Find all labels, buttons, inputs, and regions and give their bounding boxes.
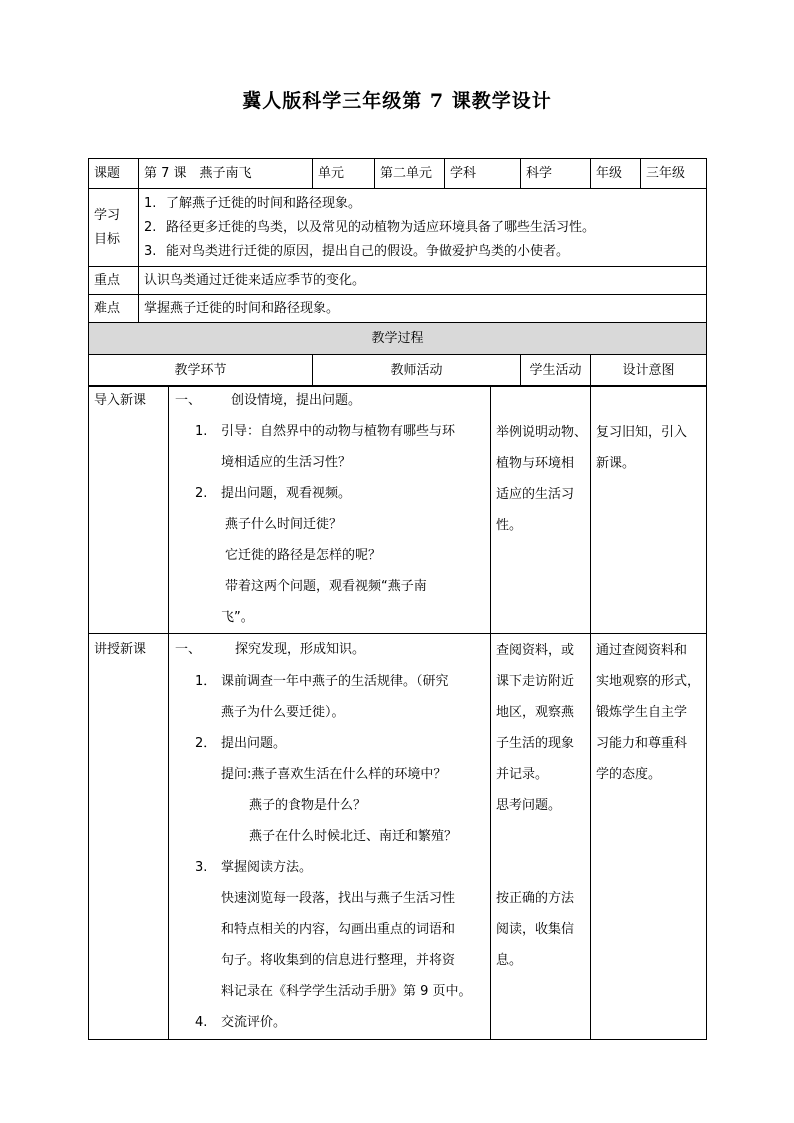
key-point-text: 认识鸟类通过迁徙来适应季节的变化。 bbox=[139, 267, 707, 295]
section-title: 创设情境，提出问题。 bbox=[231, 393, 362, 408]
lecture-step-1 bbox=[169, 666, 490, 697]
step-text: 交流评价。 bbox=[221, 1015, 287, 1030]
student-column-header: 学生活动 bbox=[521, 355, 591, 387]
student-line: 按正确的方法 bbox=[496, 891, 575, 906]
lecture-design-intent bbox=[591, 634, 707, 1040]
intent-line: 学的态度。 bbox=[596, 767, 662, 782]
goal-number: 2. bbox=[144, 219, 157, 235]
goals-content bbox=[139, 189, 707, 267]
reading-method-line: 快速浏览每一段落，找出与燕子生活习性 bbox=[221, 891, 456, 906]
intro-stage bbox=[89, 386, 169, 634]
lecture-step-1-cont: 燕子为什么要迁徙）。 bbox=[221, 705, 345, 720]
unit-label: 单元 bbox=[313, 159, 375, 189]
teacher-column-header: 教师活动 bbox=[313, 355, 521, 387]
lecture-question-1: 提问:燕子喜欢生活在什么样的环境中？ bbox=[221, 767, 447, 782]
intent-line: 锻炼学生自主学 bbox=[596, 705, 688, 720]
intro-step-2 bbox=[169, 478, 490, 509]
intro-question-1: 燕子什么时间迁徙？ bbox=[225, 517, 343, 532]
goal-item bbox=[144, 240, 701, 264]
student-line: 阅读，收集信 bbox=[496, 922, 575, 937]
student-line: 思考问题。 bbox=[496, 798, 562, 813]
step-text: 提出问题。 bbox=[221, 736, 287, 751]
grade-label: 年级 bbox=[591, 159, 641, 189]
goal-text: 能对鸟类进行迁徙的原因，提出自己的假设。争做爱护鸟类的小使者。 bbox=[166, 243, 570, 259]
difficulty-text: 掌握燕子迁徙的时间和路径现象。 bbox=[139, 295, 707, 323]
intro-question-3-cont: 飞”。 bbox=[221, 610, 254, 625]
reading-method-line: 句子。将收集到的信息进行整理，并将资 bbox=[221, 953, 456, 968]
goal-number: 1. bbox=[144, 195, 157, 211]
intro-step-1-cont: 境相适应的生活习性？ bbox=[221, 455, 352, 470]
lecture-question-3: 燕子在什么时候北迁、南迁和繁殖？ bbox=[249, 829, 458, 844]
lecture-step-3 bbox=[169, 852, 490, 883]
step-number: 4. bbox=[195, 1015, 208, 1030]
intent-column-header: 设计意图 bbox=[591, 355, 707, 387]
student-line: 查阅资料，或 bbox=[496, 643, 575, 658]
student-line: 适应的生活习 bbox=[496, 487, 575, 502]
intro-student-activity bbox=[491, 386, 591, 634]
goal-item bbox=[144, 192, 701, 216]
unit-value: 第二单元 bbox=[375, 159, 445, 189]
difficulty-label: 难点 bbox=[89, 295, 139, 323]
key-point-label: 重点 bbox=[89, 267, 139, 295]
goals-row bbox=[89, 189, 707, 267]
topic-value: 第 7 课 燕子南飞 bbox=[139, 159, 313, 189]
intro-row bbox=[89, 386, 707, 634]
intent-line: 复习旧知，引入 bbox=[596, 425, 688, 440]
intent-line: 实地观察的形式， bbox=[596, 674, 701, 689]
student-line: 课下走访附近 bbox=[496, 674, 575, 689]
lecture-question-2: 燕子的食物是什么？ bbox=[249, 798, 367, 813]
page-title: 冀人版科学三年级第 7 课教学设计 bbox=[242, 90, 552, 112]
lecture-student-activity bbox=[491, 634, 591, 1040]
student-line: 息。 bbox=[496, 953, 523, 968]
step-number: 2. bbox=[195, 486, 208, 501]
key-point-row bbox=[89, 267, 707, 295]
section-title: 探究发现，形成知识。 bbox=[235, 642, 366, 657]
topic-label: 课题 bbox=[89, 159, 139, 189]
column-header-row bbox=[89, 355, 707, 387]
step-number: 2． bbox=[195, 736, 217, 751]
student-line: 地区，观察燕 bbox=[496, 705, 575, 720]
subject-value: 科学 bbox=[521, 159, 591, 189]
student-line: 举例说明动物、 bbox=[496, 425, 588, 440]
grade-value: 三年级 bbox=[641, 159, 707, 189]
step-number: 1． bbox=[195, 674, 217, 689]
intro-question-2: 它迁徙的路径是怎样的呢？ bbox=[225, 548, 382, 563]
intro-stage-label: 导入新课 bbox=[94, 393, 147, 408]
student-line: 植物与环境相 bbox=[496, 456, 575, 471]
step-text: 引导：自然界中的动物与植物有哪些与环 bbox=[221, 424, 456, 439]
goal-text: 路径更多迁徙的鸟类，以及常见的动植物为适应环境具备了哪些生活习性。 bbox=[166, 219, 596, 235]
stage-column-header: 教学环节 bbox=[89, 355, 313, 387]
difficulty-row bbox=[89, 295, 707, 323]
student-line: 子生活的现象 bbox=[496, 736, 575, 751]
student-line: 性。 bbox=[496, 518, 523, 533]
intro-design-intent bbox=[591, 386, 707, 634]
subject-label: 学科 bbox=[445, 159, 521, 189]
goal-text: 了解燕子迁徙的时间和路径现象。 bbox=[166, 195, 362, 211]
process-table bbox=[88, 385, 707, 1040]
intent-line: 习能力和尊重科 bbox=[596, 736, 688, 751]
lesson-plan-table bbox=[88, 158, 707, 387]
student-line bbox=[496, 852, 585, 883]
intro-step-1 bbox=[169, 416, 490, 447]
reading-method-line: 和特点相关的内容，勾画出重点的词语和 bbox=[221, 922, 456, 937]
info-row bbox=[89, 159, 707, 189]
lecture-step-4 bbox=[169, 1007, 490, 1038]
lecture-teacher-activity bbox=[169, 634, 491, 1040]
intro-section-heading bbox=[169, 386, 490, 416]
step-number: 3. bbox=[195, 860, 208, 875]
section-number: 一、 bbox=[175, 393, 202, 408]
goals-label bbox=[89, 189, 139, 267]
reading-method-line: 料记录在《科学学生活动手册》第 9 页中。 bbox=[221, 984, 472, 999]
student-line bbox=[496, 821, 585, 852]
lecture-step-2 bbox=[169, 728, 490, 759]
goals-label-line-1: 学习 bbox=[94, 207, 121, 223]
intent-line: 通过查阅资料和 bbox=[596, 643, 688, 658]
step-text: 课前调查一年中燕子的生活规律。（研究 bbox=[221, 674, 449, 689]
goals-label-line-2: 目标 bbox=[94, 231, 121, 247]
process-header: 教学过程 bbox=[89, 323, 707, 355]
intro-teacher-activity bbox=[169, 386, 491, 634]
intent-line: 新课。 bbox=[596, 456, 636, 471]
goal-item bbox=[144, 216, 701, 240]
student-line: 并记录。 bbox=[496, 767, 549, 782]
section-number: 一、 bbox=[175, 642, 202, 657]
intro-question-3: 带着这两个问题，观看视频“燕子南 bbox=[225, 579, 427, 594]
lecture-stage-label: 讲授新课 bbox=[94, 642, 147, 657]
process-header-row bbox=[89, 323, 707, 355]
lecture-section-heading bbox=[169, 634, 490, 666]
step-text: 掌握阅读方法。 bbox=[221, 860, 313, 875]
goal-number: 3. bbox=[144, 243, 157, 259]
step-number: 1. bbox=[195, 424, 208, 439]
step-text: 提出问题，观看视频。 bbox=[221, 486, 352, 501]
lecture-stage bbox=[89, 634, 169, 1040]
lecture-row bbox=[89, 634, 707, 1040]
